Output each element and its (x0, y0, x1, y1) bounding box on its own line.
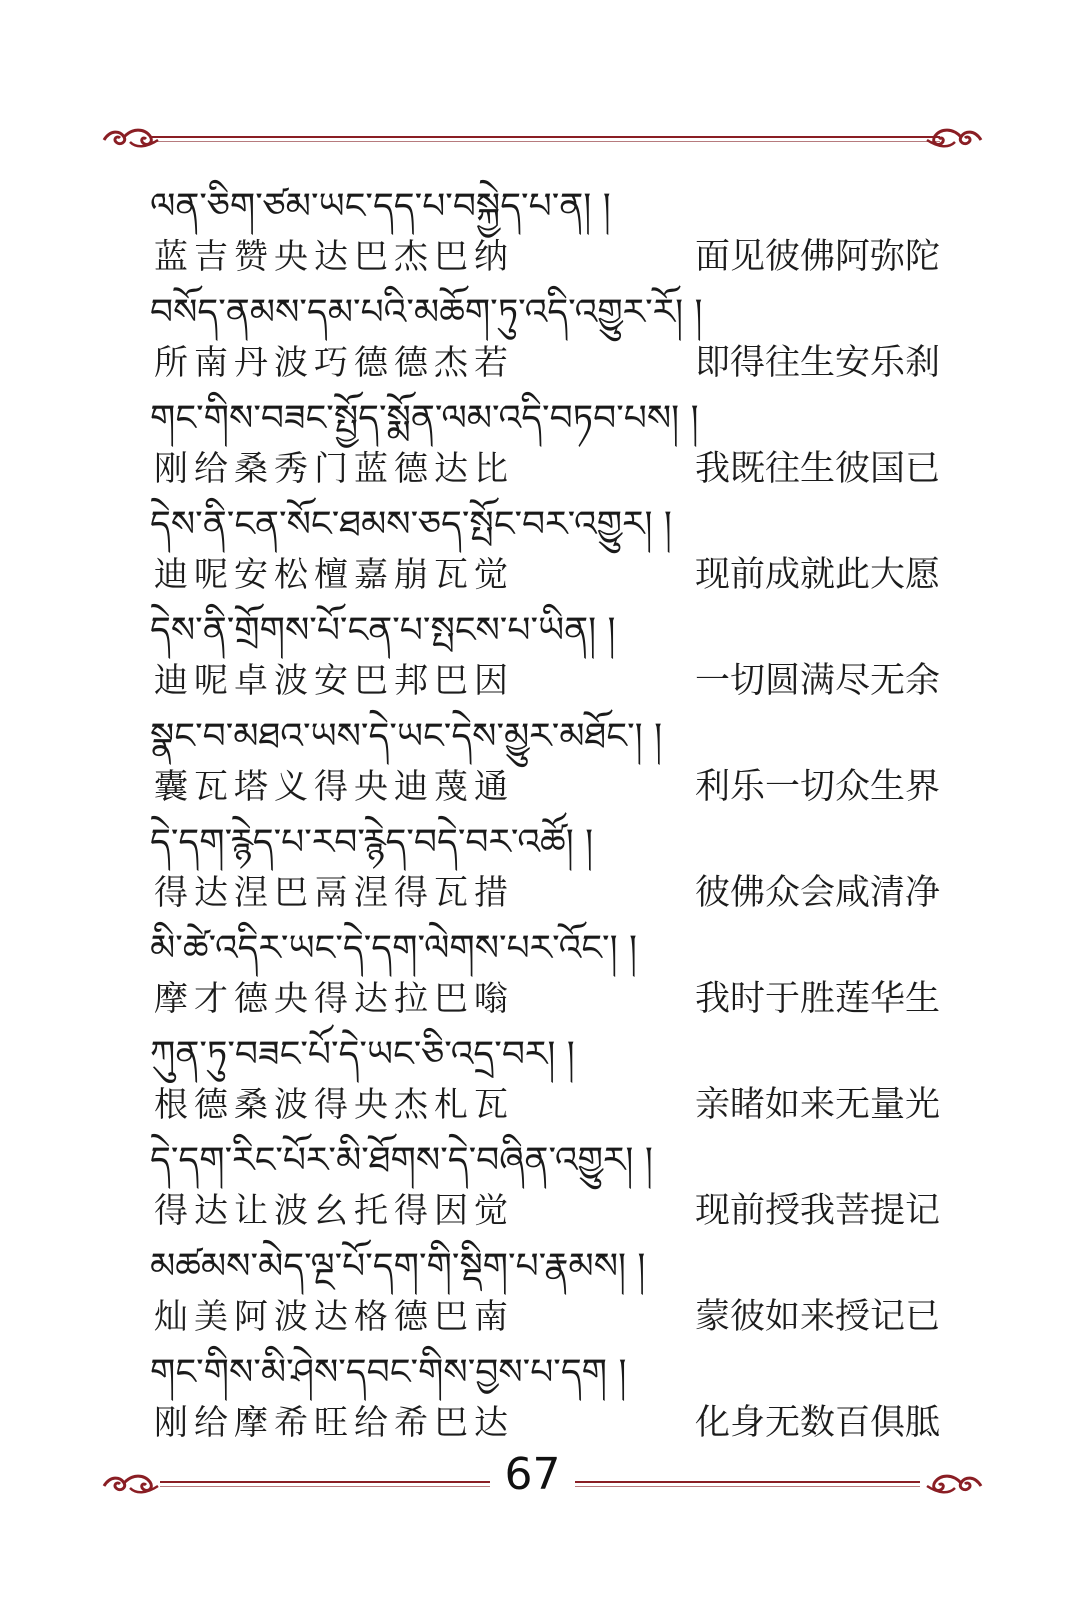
chinese-translation: 一切圆满尽无余 (694, 661, 940, 701)
chinese-translation: 面见彼佛阿弥陀 (694, 237, 940, 277)
tibetan-line: བསོད་ནམས་དམ་པའི་མཆོག་ཏུ་འདི་འགྱུར་རོ། ། (150, 292, 703, 333)
footer-rule-line-thin (160, 1486, 490, 1487)
chinese-translation: 化身无数百俱胝 (694, 1403, 940, 1443)
transliteration-line: 刚给桑秀门蓝德达比 (154, 449, 514, 489)
verse-list (150, 180, 940, 1452)
footer-rule-line (575, 1481, 920, 1483)
verse (150, 498, 940, 604)
verse (150, 180, 940, 286)
chinese-translation: 现前成就此大愿 (694, 555, 940, 595)
verse (150, 1134, 940, 1240)
chinese-translation: 亲睹如来无量光 (694, 1085, 940, 1125)
page-number: 67 (504, 1449, 561, 1500)
verse (150, 922, 940, 1028)
transliteration-line: 囊瓦塔义得央迪蔑通 (154, 767, 514, 807)
verse (150, 710, 940, 816)
chinese-translation: 利乐一切众生界 (694, 767, 940, 807)
scroll-ornament-icon (925, 1468, 985, 1498)
tibetan-line: སྣང་བ་མཐའ་ཡས་དེ་ཡང་དེས་མྱུར་མཐོང་། ། (150, 716, 663, 757)
transliteration-line: 刚给摩希旺给希巴达 (154, 1403, 514, 1443)
verse (150, 286, 940, 392)
chinese-translation: 彼佛众会咸清净 (694, 873, 940, 913)
chinese-translation: 现前授我菩提记 (694, 1191, 940, 1231)
transliteration-line: 蓝吉赞央达巴杰巴纳 (154, 237, 514, 277)
footer-rule-line (160, 1481, 490, 1483)
header-rule (150, 136, 940, 139)
tibetan-line: དེས་ནི་ངན་སོང་ཐམས་ཅད་སྤོང་བར་འགྱུར། ། (150, 504, 672, 545)
verse (150, 816, 940, 922)
tibetan-line: དེ་དག་རྙེད་པ་རབ་རྙེད་བདེ་བར་འཚོ། ། (150, 822, 594, 863)
footer-rule-left (160, 1481, 490, 1484)
scroll-ornament-icon (925, 122, 985, 152)
scroll-ornament-icon (100, 1468, 160, 1498)
tibetan-line: དེས་ནི་གྲོགས་པོ་ངན་པ་སྤངས་པ་ཡིན། ། (150, 610, 616, 651)
transliteration-line: 迪呢安松檀嘉崩瓦觉 (154, 555, 514, 595)
tibetan-line: མཚམས་མེད་ལྔ་པོ་དག་གི་སྡིག་པ་རྣམས། ། (150, 1246, 646, 1287)
verse (150, 604, 940, 710)
tibetan-line: མི་ཚེ་འདིར་ཡང་དེ་དག་ལེགས་པར་འོང་། ། (150, 928, 638, 969)
tibetan-line: གང་གིས་མི་ཤེས་དབང་གིས་བྱས་པ་དག ། (150, 1352, 627, 1393)
chinese-translation: 我既往生彼国已 (694, 449, 940, 489)
tibetan-line: ལན་ཅིག་ཙམ་ཡང་དད་པ་བསྐྱེད་པ་ན། ། (150, 186, 611, 227)
tibetan-line: ཀུན་ཏུ་བཟང་པོ་དེ་ཡང་ཅི་འདྲ་བར། ། (150, 1034, 575, 1075)
transliteration-line: 得达涅巴鬲涅得瓦措 (154, 873, 514, 913)
header-rule-line-thin (150, 141, 940, 142)
tibetan-line: དེ་དག་རིང་པོར་མི་ཐོགས་དེ་བཞིན་འགྱུར། ། (150, 1140, 653, 1181)
transliteration-line: 迪呢卓波安巴邦巴因 (154, 661, 514, 701)
verse (150, 1346, 940, 1452)
chinese-translation: 蒙彼如来授记已 (694, 1297, 940, 1337)
verse (150, 1240, 940, 1346)
header-rule-line (150, 136, 940, 138)
footer-rule-right (575, 1481, 920, 1484)
tibetan-line: གང་གིས་བཟང་སྤྱོད་སྨོན་ལམ་འདི་བཏབ་པས། ། (150, 398, 699, 439)
transliteration-line: 摩才德央得达拉巴嗡 (154, 979, 514, 1019)
verse (150, 392, 940, 498)
chinese-translation: 即得往生安乐刹 (694, 343, 940, 383)
transliteration-line: 灿美阿波达格德巴南 (154, 1297, 514, 1337)
footer-rule-line-thin (575, 1486, 920, 1487)
scroll-ornament-icon (100, 122, 160, 152)
transliteration-line: 所南丹波巧德德杰若 (154, 343, 514, 383)
verse (150, 1028, 940, 1134)
transliteration-line: 得达让波幺托得因觉 (154, 1191, 514, 1231)
transliteration-line: 根德桑波得央杰札瓦 (154, 1085, 514, 1125)
chinese-translation: 我时于胜莲华生 (694, 979, 940, 1019)
